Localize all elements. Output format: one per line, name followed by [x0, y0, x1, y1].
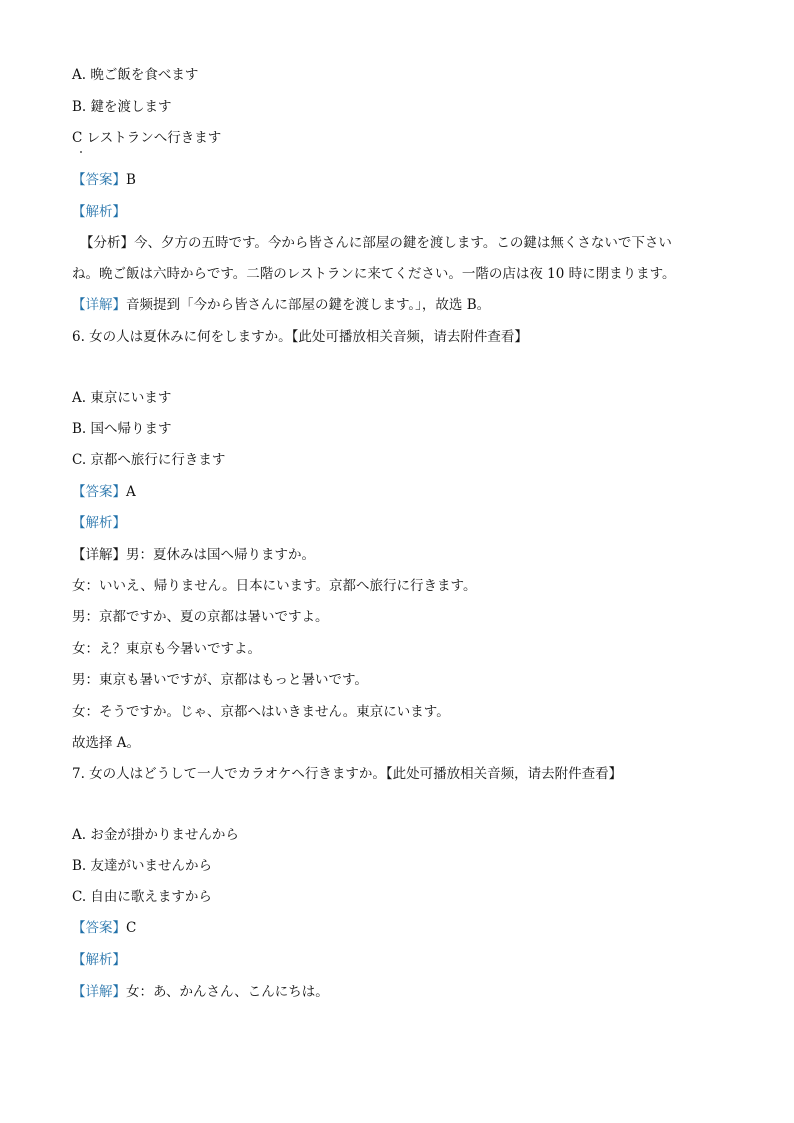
dialog-line: 男：東京も暑いですが、京都はもっと暑いです。 — [72, 672, 368, 688]
answer-tag: 【答案】 — [72, 172, 126, 188]
dialog-line: 女：え？東京も今暑いですよ。 — [72, 641, 261, 657]
answer-value: A — [126, 484, 136, 500]
q5-fenxi — [80, 233, 672, 253]
q5-option-b: B. 鍵を渡します — [72, 99, 172, 115]
fenxi-tag: 【分析】 — [80, 235, 134, 251]
dialog-line: 男：京都ですか、夏の京都は暑いですよ。 — [72, 609, 329, 625]
q5-fenxi-cont: ね。晩ご飯は六時からです。二階のレストランに来てください。一階の店は夜 10 時に閉まります。 — [72, 266, 676, 282]
q7-option-b: B. 友達がいませんから — [72, 858, 213, 874]
q5-detail — [72, 295, 490, 315]
q7-option-a: A. お金が掛かりませんから — [72, 827, 239, 843]
dialog-line: 女：あ、かんさん、こんにちは。 — [126, 984, 329, 1000]
q6-option-b: B. 国へ帰ります — [72, 421, 172, 437]
dialog-line: 女：そうですか。じゃ、京都へはいきません。東京にいます。 — [72, 704, 450, 720]
q6-option-a: A. 東京にいます — [72, 390, 172, 406]
q6-analysis-tag: 【解析】 — [72, 515, 126, 531]
answer-tag: 【答案】 — [72, 920, 126, 936]
q5-answer — [72, 170, 136, 190]
q7-detail — [72, 982, 329, 1002]
q7-option-c: C. 自由に歌えますから — [72, 889, 212, 905]
q6-option-c: C. 京都へ旅行に行きます — [72, 452, 226, 468]
fenxi-text: 今、夕方の五時です。今から皆さんに部屋の鍵を渡します。この鍵は無くさないで下さい — [134, 235, 672, 251]
answer-tag: 【答案】 — [72, 484, 126, 500]
q5-analysis-tag: 【解析】 — [72, 204, 126, 220]
detail-tag: 【详解】 — [72, 984, 126, 1000]
q6-question: 6. 女の人は夏休みに何をしますか。【此处可播放相关音频，请去附件查看】 — [72, 329, 528, 345]
q7-answer — [72, 918, 136, 938]
q6-conclusion: 故选择 A。 — [72, 735, 141, 751]
detail-tag: 【详解】 — [72, 297, 126, 313]
q6-detail — [72, 545, 315, 565]
answer-value: B — [126, 172, 136, 188]
dialog-line: 男：夏休みは国へ帰りますか。 — [126, 547, 315, 563]
q5-option-a: A. 晩ご飯を食べます — [72, 67, 199, 83]
q7-question: 7. 女の人はどうして一人でカラオケへ行きますか。【此处可播放相关音频，请去附件查看】 — [72, 766, 623, 782]
detail-text: 音频提到「今から皆さんに部屋の鍵を渡します。」，故选 B。 — [126, 297, 491, 313]
q7-analysis-tag: 【解析】 — [72, 952, 126, 968]
stray-dot — [80, 151, 82, 153]
answer-value: C — [126, 920, 137, 936]
q5-option-c: C レストランへ行きます — [72, 130, 222, 146]
dialog-line: 女：いいえ、帰りません。日本にいます。京都へ旅行に行きます。 — [72, 578, 477, 594]
detail-tag: 【详解】 — [72, 547, 126, 563]
q6-answer — [72, 482, 136, 502]
